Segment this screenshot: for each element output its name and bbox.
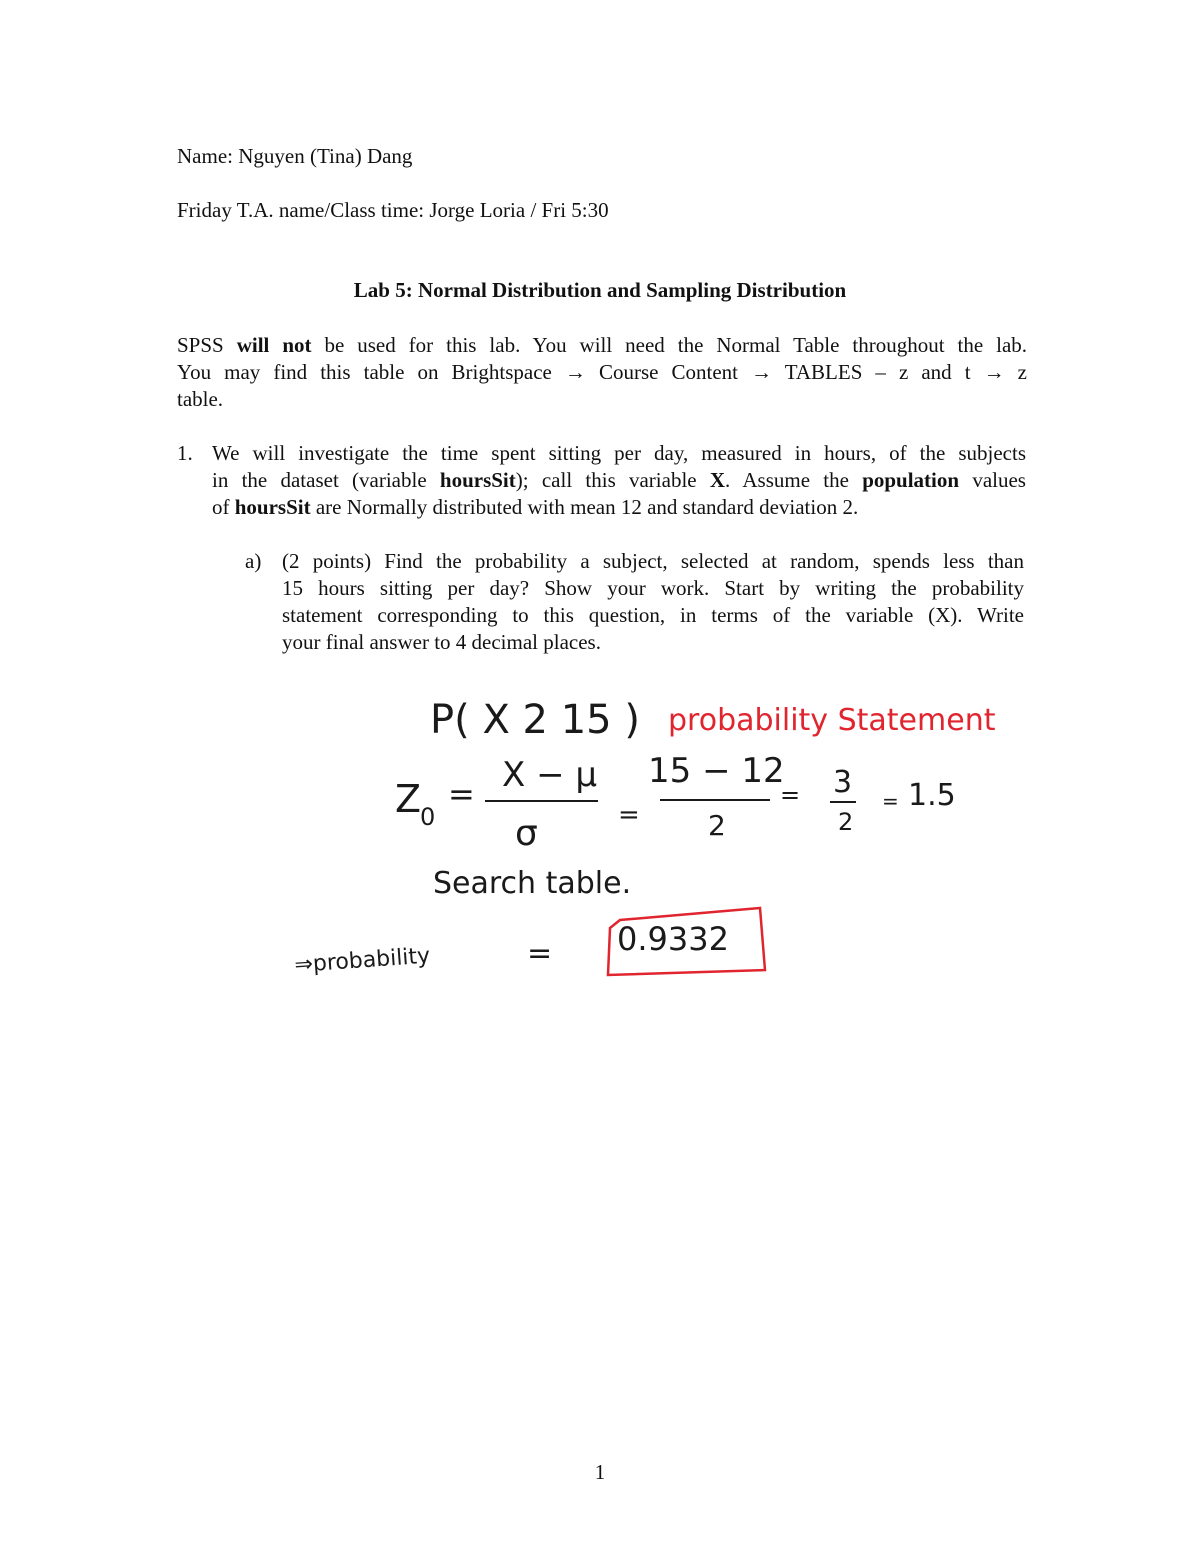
denominator-2b: 2 <box>838 808 854 836</box>
q1-line-3: of hoursSit are Normally distributed with mean 12 and standard deviation 2. <box>212 495 859 519</box>
numerator-3: 3 <box>833 765 853 800</box>
question-1-number: 1. <box>177 441 193 465</box>
part-a-line-3: statement corresponding to this question, in terms of the variable (X). Write <box>282 603 1024 627</box>
intro-line-3: table. <box>177 387 224 411</box>
equals-1: = <box>448 775 475 813</box>
intro-line-2: You may find this table on Brightspace → Course Content → TABLES – z and t → z <box>177 360 1027 384</box>
part-a-line-4: your final answer to 4 decimal places. <box>282 630 601 654</box>
q1-line-1: We will investigate the time spent sitting per day, measured in hours, of the subjects <box>212 441 1026 465</box>
final-answer: 0.9332 <box>617 920 729 958</box>
student-name: Name: Nguyen (Tina) Dang <box>177 144 413 168</box>
equals-2: = <box>618 800 640 830</box>
z-result: 1.5 <box>908 778 956 813</box>
search-table-note: Search table. <box>433 866 632 901</box>
probability-statement-note: probability Statement <box>668 703 996 738</box>
part-a-label: a) <box>245 549 262 573</box>
numerator-x-minus-mu: X − μ <box>502 755 598 795</box>
handwriting-ink <box>294 697 996 978</box>
denominator-sigma: σ <box>515 813 538 854</box>
probability-expression: P( X 2 15 ) <box>430 697 640 743</box>
approx-2: = <box>882 789 899 813</box>
equals-final: = <box>527 936 553 971</box>
q1-line-2: in the dataset (variable hoursSit); call this variable X. Assume the population values <box>212 468 1026 492</box>
part-a-line-1: (2 points) Find the probability a subject, selected at random, spends less than <box>282 549 1024 573</box>
approx-1: = <box>780 781 801 809</box>
intro-line-1: SPSS will not be used for this lab. You will need the Normal Table throughout the lab. <box>177 333 1028 357</box>
numerator-15-minus-12: 15 − 12 <box>648 751 785 791</box>
ta-class-time: Friday T.A. name/Class time: Jorge Loria / Fri 5:30 <box>177 198 609 222</box>
lab-title: Lab 5: Normal Distribution and Sampling Distribution <box>353 278 847 302</box>
denominator-2: 2 <box>708 809 726 842</box>
part-a-line-2: 15 hours sitting per day? Show your work. Start by writing the probability <box>282 576 1024 600</box>
implies-probability: ⇒probability <box>293 943 431 978</box>
z-symbol: Z <box>395 777 422 821</box>
z-subscript: 0 <box>420 803 436 831</box>
page-number: 1 <box>594 1460 606 1484</box>
